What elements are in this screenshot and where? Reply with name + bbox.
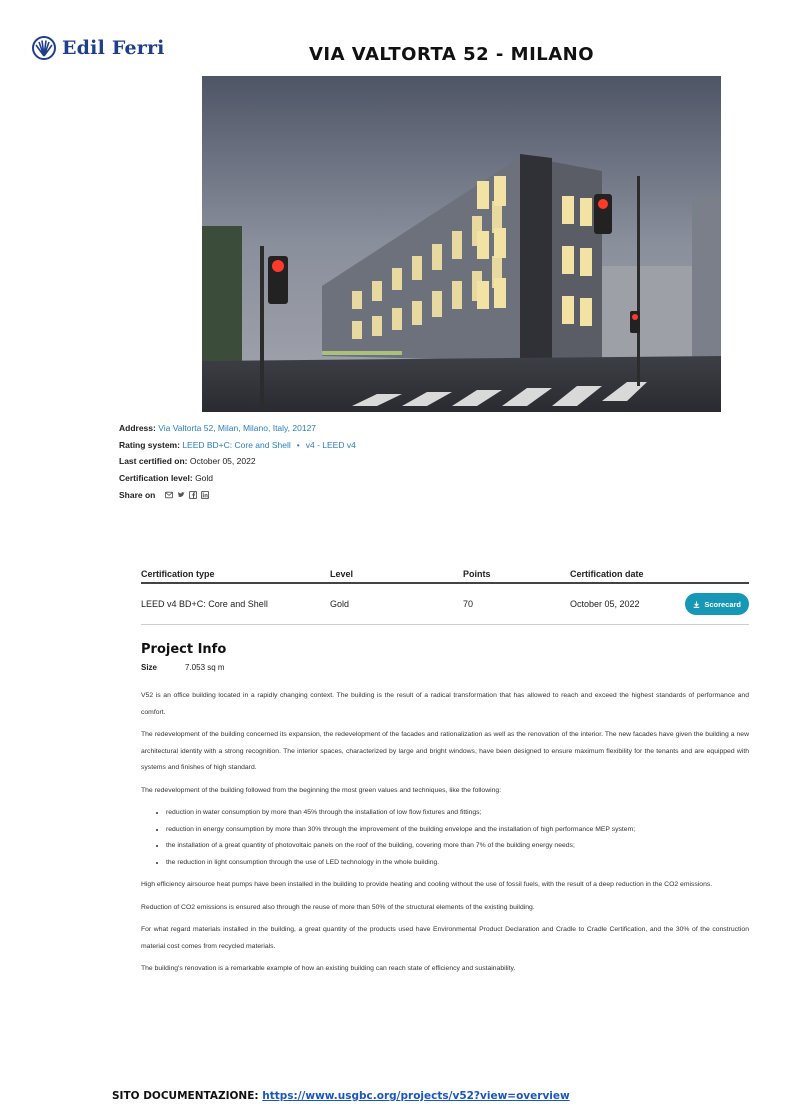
address-link[interactable]: Via Valtorta 52, Milan, Milano, Italy, 20127 [158, 423, 317, 433]
address-row [119, 420, 356, 437]
header-level: Level [330, 569, 354, 579]
linkedin-icon[interactable] [201, 491, 209, 499]
header-cert-date: Certification date [570, 569, 644, 579]
cell-level: Gold [330, 599, 350, 609]
header-points: Points [463, 569, 491, 579]
email-icon[interactable] [165, 491, 173, 499]
cell-cert-date: October 05, 2022 [570, 599, 640, 609]
certification-table [141, 566, 749, 625]
footer-label: SITO DOCUMENTAZIONE: [112, 1090, 259, 1102]
table-header [141, 566, 749, 584]
level-row [119, 470, 356, 487]
twitter-icon[interactable] [177, 491, 185, 499]
size-row [141, 663, 749, 672]
description-paragraph: Reduction of CO2 emissions is ensured also through the reuse of more than 50% of the structural elements of the existing building. [141, 903, 535, 911]
page-title: VIA VALTORTA 52 - MILANO [308, 44, 595, 65]
header-cert-type: Certification type [141, 569, 215, 579]
rating-version-link[interactable]: v4 - LEED v4 [305, 439, 356, 450]
documentation-footer [112, 1090, 570, 1102]
certified-label: Last certified on: [119, 456, 188, 466]
project-meta [119, 420, 356, 504]
description-paragraph: The building's renovation is a remarkable example of how an existing building can reach state of efficiency and sustainability. [141, 965, 516, 972]
list-item: • the installation of a great quantity of photovoltaic panels on the roof of the building, covering more than 7% of the building energy needs; [166, 838, 749, 855]
green-measures-list [141, 805, 749, 871]
project-info-title: Project Info [141, 642, 227, 657]
share-row [119, 487, 356, 504]
facebook-icon[interactable] [189, 491, 197, 499]
building-photo [202, 76, 721, 412]
list-item: • reduction in energy consumption by more than 30% through the improvement of the building envelope and the installation of high performance MEP system; [166, 822, 749, 839]
scorecard-label: Scorecard [704, 599, 741, 609]
level-value: Gold [195, 472, 214, 483]
table-row [141, 584, 749, 625]
project-info-section [141, 642, 749, 672]
rating-label: Rating system: [119, 439, 180, 450]
description-paragraph: For what regard materials installed in the building, a great quantity of the products used have Environmental Product Declaration and Cradle to Cradle Certification, and the 30% of the construction material cost comes from recycled materials. [141, 926, 749, 950]
logo-text: Edil Ferri [62, 37, 165, 59]
address-label: Address: [119, 423, 156, 433]
project-description [141, 688, 749, 984]
scorecard-button[interactable] [685, 593, 749, 615]
list-item: • reduction in water consumption by more than 45% through the installation of low flow fixtures and fittings; [166, 805, 749, 822]
description-paragraph: High efficiency airsource heat pumps have been installed in the building to provide heating and cooling without the use of fossil fuels, with the result of a deep reduction in the CO2 emissions. [141, 881, 713, 888]
rating-row [119, 437, 356, 454]
size-label: Size [141, 663, 158, 672]
list-item: • the reduction in light consumption through the use of LED technology in the whole building. [166, 855, 749, 872]
certified-value: October 05, 2022 [189, 456, 256, 466]
level-label: Certification level: [119, 472, 193, 483]
description-paragraph: The redevelopment of the building concerned its expansion, the redevelopment of the facades and rationalization as well as the renovation of the interior. The new facades have given the building a new architectural identity with a strong recognition. The interior spaces, characterized by large and bright windows, have been designed to ensure maximum flexibility for the tenants and are equipped with systems and finishes of high standard. [141, 731, 749, 771]
rating-system-link[interactable]: LEED BD+C: Core and Shell [182, 439, 291, 450]
certified-row [119, 453, 356, 470]
cell-points: 70 [463, 599, 474, 609]
share-label: Share on [119, 490, 156, 500]
description-paragraph: The redevelopment of the building followed from the beginning the most green values and techniques, like the following: [141, 786, 502, 794]
description-paragraph: V52 is an office building located in a rapidly changing context. The building is the result of a radical transformation that has allowed to reach and exceed the highest standards of performance and comfort. [141, 692, 749, 716]
size-value: 7.053 sq m [185, 663, 225, 672]
download-icon [693, 601, 700, 608]
rating-separator: • [296, 439, 300, 450]
documentation-link[interactable]: https://www.usgbc.org/projects/v52?view=overview [262, 1090, 570, 1102]
cell-cert-type: LEED v4 BD+C: Core and Shell [141, 599, 268, 609]
